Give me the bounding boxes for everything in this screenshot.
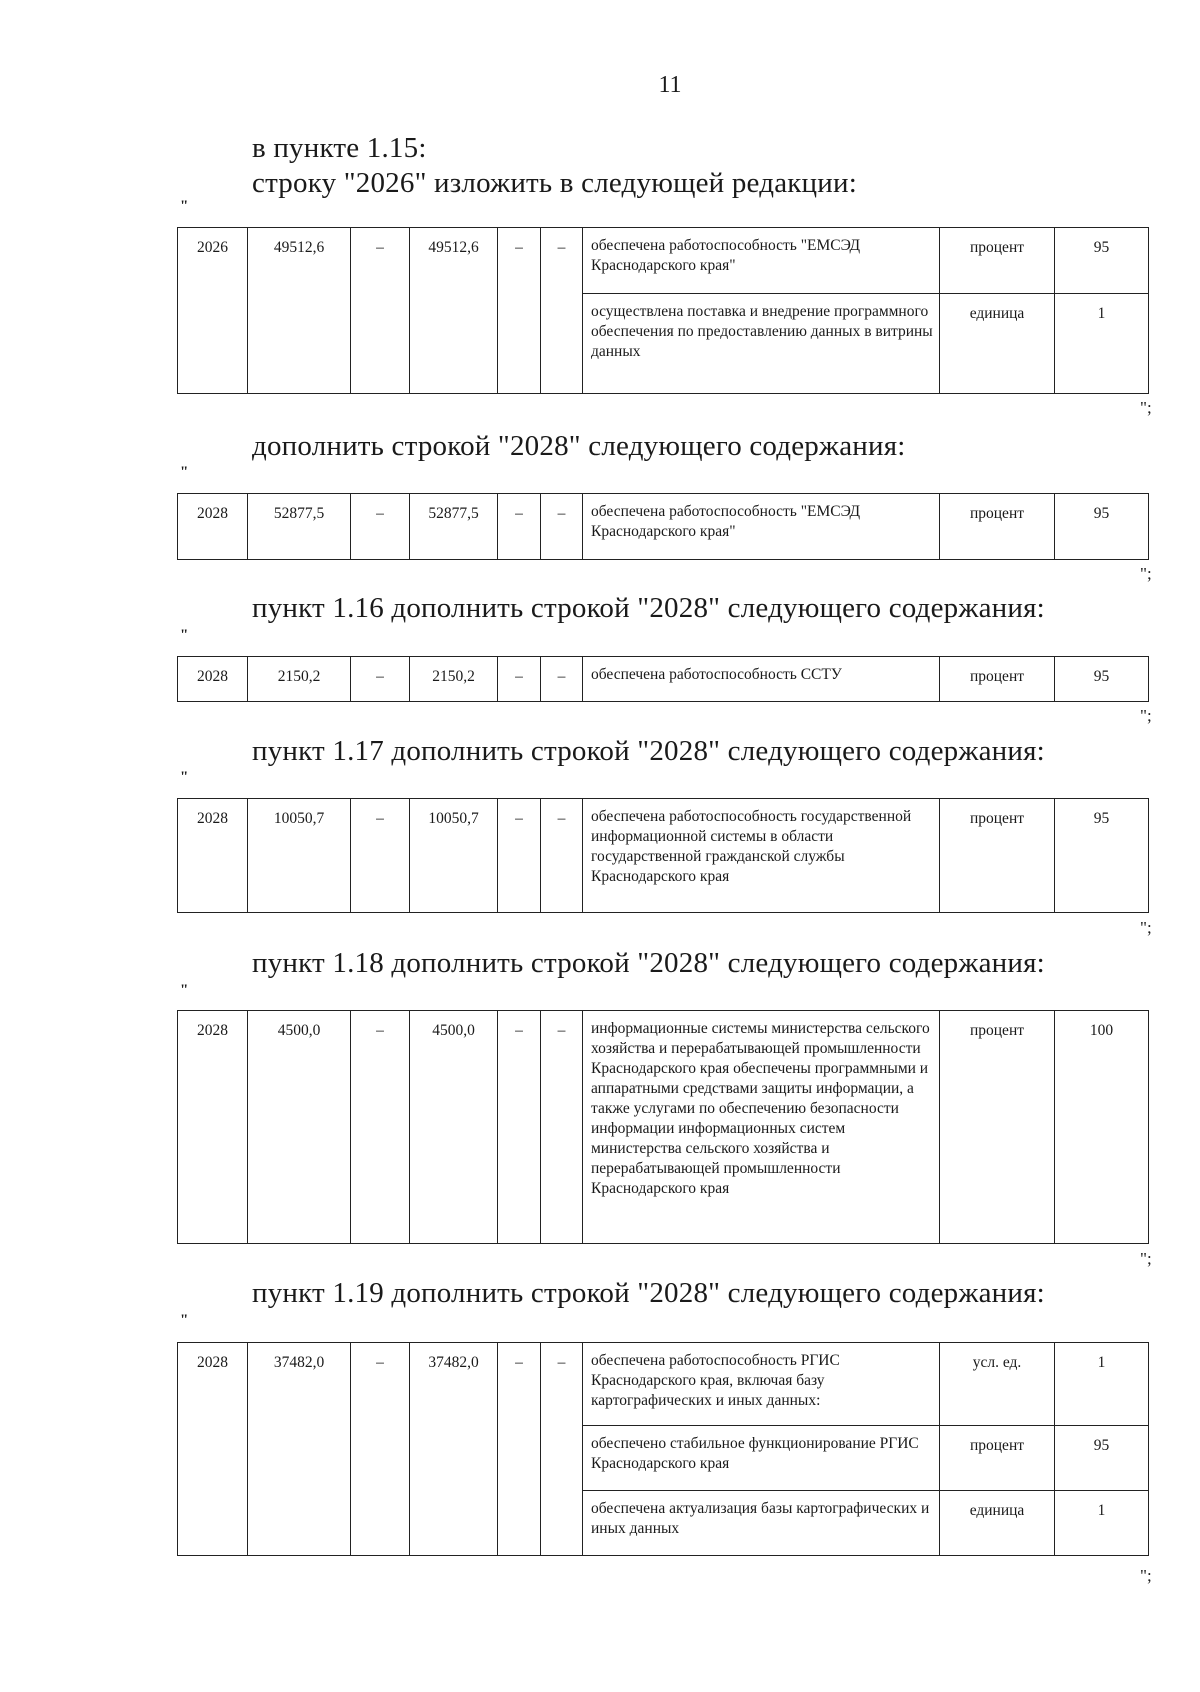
result-value: 1 xyxy=(1055,294,1149,394)
result-unit: процент xyxy=(940,1426,1055,1491)
result-value: 95 xyxy=(1055,799,1149,913)
close-quote: "; xyxy=(1140,398,1152,417)
year-cell: 2028 xyxy=(178,1011,248,1244)
result-value: 95 xyxy=(1055,494,1149,560)
amount-cell: 4500,0 xyxy=(410,1011,498,1244)
amount-cell: 49512,6 xyxy=(410,228,498,394)
open-quote: " xyxy=(180,1312,189,1328)
row-table-2028-1-18 xyxy=(177,1010,1149,1244)
total-cell: 2150,2 xyxy=(248,657,351,702)
open-quote: " xyxy=(180,769,189,785)
close-quote: "; xyxy=(1140,564,1152,583)
result-description: обеспечена работоспособность ССТУ xyxy=(583,657,940,702)
amount-cell: 52877,5 xyxy=(410,494,498,560)
amount-cell: 2150,2 xyxy=(410,657,498,702)
row-table-2028-1-16 xyxy=(177,656,1149,702)
close-quote: "; xyxy=(1140,918,1152,937)
row-table-2028-1-19 xyxy=(177,1342,1149,1556)
total-cell: 10050,7 xyxy=(248,799,351,913)
dash-cell: – xyxy=(541,1343,583,1556)
result-unit: единица xyxy=(940,294,1055,394)
amount-cell: 37482,0 xyxy=(410,1343,498,1556)
dash-cell: – xyxy=(351,657,410,702)
result-description: обеспечена работоспособность "ЕМСЭД Краснодарского края" xyxy=(583,228,940,294)
dash-cell: – xyxy=(498,657,541,702)
result-unit: единица xyxy=(940,1491,1055,1556)
dash-cell: – xyxy=(541,1011,583,1244)
result-unit: процент xyxy=(940,228,1055,294)
total-cell: 52877,5 xyxy=(248,494,351,560)
result-description: обеспечено стабильное функционирование РГИС Краснодарского края xyxy=(583,1426,940,1491)
section-1-18-heading: пункт 1.18 дополнить строкой "2028" следующего содержания: xyxy=(252,947,1045,979)
total-cell: 49512,6 xyxy=(248,228,351,394)
open-quote: " xyxy=(180,627,189,643)
result-description: обеспечена работоспособность государственной информационной системы в области государственной гражданской службы Краснодарского края xyxy=(583,799,940,913)
dash-cell: – xyxy=(351,228,410,394)
dash-cell: – xyxy=(498,1011,541,1244)
result-value: 1 xyxy=(1055,1491,1149,1556)
total-cell: 4500,0 xyxy=(248,1011,351,1244)
result-description: обеспечена актуализация базы картографических и иных данных xyxy=(583,1491,940,1556)
dash-cell: – xyxy=(498,228,541,394)
year-cell: 2028 xyxy=(178,494,248,560)
dash-cell: – xyxy=(351,799,410,913)
result-unit: процент xyxy=(940,1011,1055,1244)
dash-cell: – xyxy=(541,657,583,702)
year-cell: 2028 xyxy=(178,799,248,913)
result-value: 100 xyxy=(1055,1011,1149,1244)
result-unit: процент xyxy=(940,799,1055,913)
row-table-2028-1-17 xyxy=(177,798,1149,913)
dash-cell: – xyxy=(498,799,541,913)
result-value: 95 xyxy=(1055,1426,1149,1491)
year-cell: 2028 xyxy=(178,657,248,702)
section-1-15-title: в пункте 1.15: xyxy=(252,132,427,164)
result-description: осуществлена поставка и внедрение программного обеспечения по предоставлению данных в витрины данных xyxy=(583,294,940,394)
open-quote: " xyxy=(180,982,189,998)
result-description: обеспечена работоспособность "ЕМСЭД Краснодарского края" xyxy=(583,494,940,560)
dash-cell: – xyxy=(351,1011,410,1244)
result-value: 95 xyxy=(1055,228,1149,294)
close-quote: "; xyxy=(1140,1249,1152,1268)
result-description: обеспечена работоспособность РГИС Краснодарского края, включая базу картографических и иных данных: xyxy=(583,1343,940,1426)
row-table-2026-1-15 xyxy=(177,227,1149,394)
dash-cell: – xyxy=(351,494,410,560)
section-1-16-heading: пункт 1.16 дополнить строкой "2028" следующего содержания: xyxy=(252,592,1045,624)
section-1-15-add-heading: дополнить строкой "2028" следующего содержания: xyxy=(252,430,906,462)
row-table-2028-1-15 xyxy=(177,493,1149,560)
result-description: информационные системы министерства сельского хозяйства и перерабатывающей промышленности Краснодарского края обеспечены программными и аппаратными средствами защиты информации, а также услугами по обеспечению безопасности информации информационных систем министерства сельского хозяйства и перерабатывающей промышленности Краснодарского края xyxy=(583,1011,940,1244)
close-quote: "; xyxy=(1140,706,1152,725)
open-quote: " xyxy=(180,464,189,480)
result-value: 1 xyxy=(1055,1343,1149,1426)
dash-cell: – xyxy=(541,799,583,913)
dash-cell: – xyxy=(498,1343,541,1556)
total-cell: 37482,0 xyxy=(248,1343,351,1556)
section-1-17-heading: пункт 1.17 дополнить строкой "2028" следующего содержания: xyxy=(252,735,1045,767)
section-1-19-heading: пункт 1.19 дополнить строкой "2028" следующего содержания: xyxy=(252,1277,1045,1309)
close-quote: "; xyxy=(1140,1566,1152,1585)
amount-cell: 10050,7 xyxy=(410,799,498,913)
year-cell: 2028 xyxy=(178,1343,248,1556)
dash-cell: – xyxy=(498,494,541,560)
year-cell: 2026 xyxy=(178,228,248,394)
result-value: 95 xyxy=(1055,657,1149,702)
dash-cell: – xyxy=(351,1343,410,1556)
result-unit: усл. ед. xyxy=(940,1343,1055,1426)
result-unit: процент xyxy=(940,494,1055,560)
dash-cell: – xyxy=(541,228,583,394)
result-unit: процент xyxy=(940,657,1055,702)
dash-cell: – xyxy=(541,494,583,560)
section-1-15-instruction: строку "2026" изложить в следующей редакции: xyxy=(252,167,857,199)
page-number: 11 xyxy=(658,72,682,98)
open-quote: " xyxy=(180,198,189,214)
